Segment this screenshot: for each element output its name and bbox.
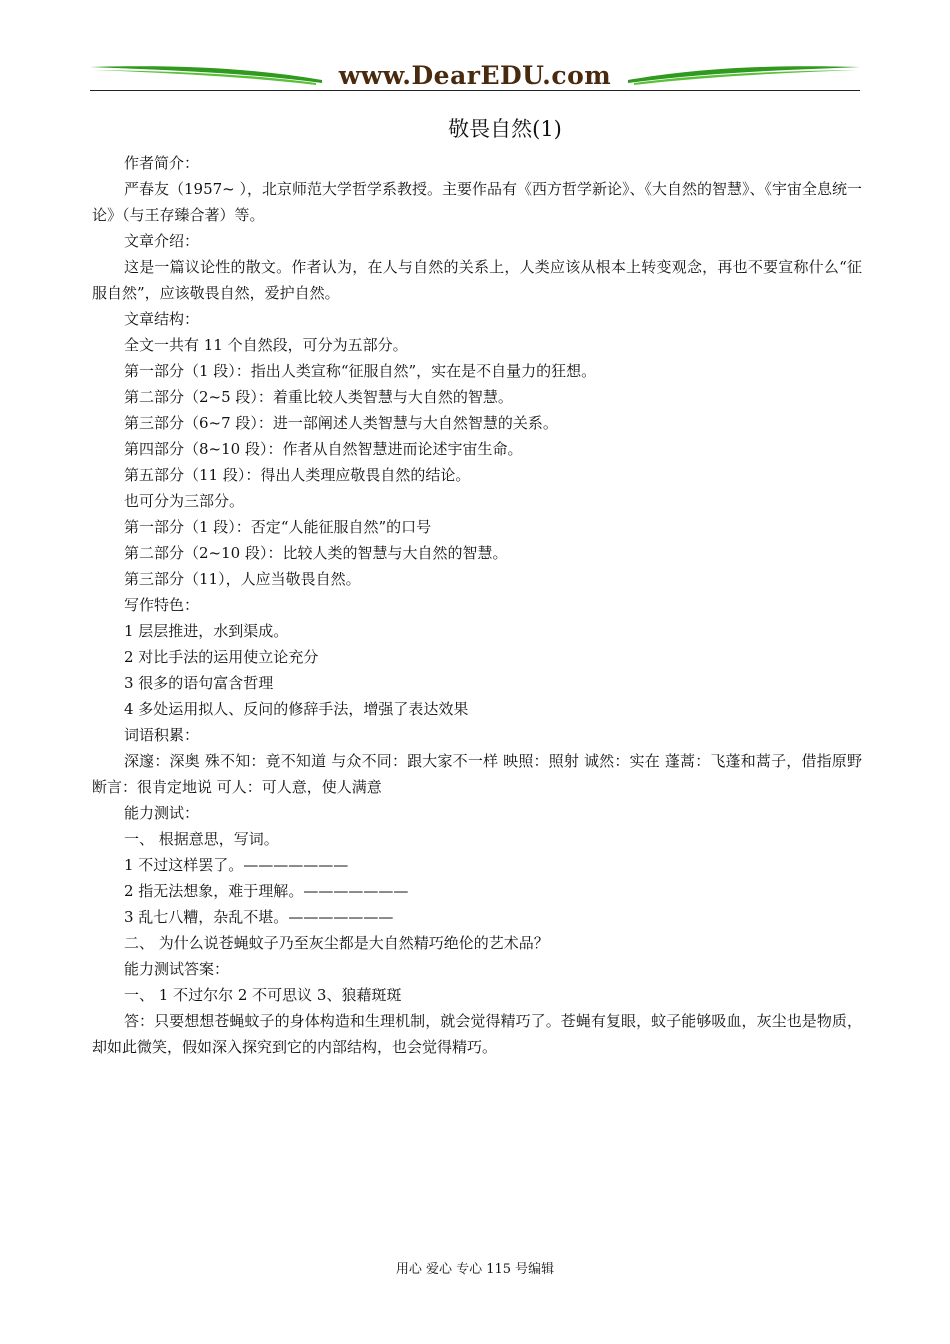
paragraph: 文章介绍： [124,232,200,250]
paragraph: 第三部分（6~7 段）：进一部阐述人类智慧与大自然智慧的关系。 [124,414,558,432]
document-body [92,150,862,1060]
paragraph: 写作特色： [124,596,200,614]
paragraph: 第五部分（11 段）：得出人类理应敬畏自然的结论。 [124,466,471,484]
paragraph: 词语积累： [124,726,200,744]
logo-text: www.DearEDU.com [338,61,612,90]
paragraph: 文章结构： [124,310,200,328]
paragraph: 能力测试答案： [124,960,230,978]
paragraph: 1 不过这样罢了。——————— [124,856,349,874]
paragraph: 严春友（1957~ ），北京师范大学哲学系教授。主要作品有《西方哲学新论》、《大自然的智慧》、《宇宙全息统一论》（与王存臻合著）等。 [92,180,863,224]
page-footer: 用心 爱心 专心 115 号编辑 [395,1262,555,1277]
paragraph: 第二部分（2~10 段）：比较人类的智慧与大自然的智慧。 [124,544,508,562]
paragraph: 第一部分（1 段）：否定“人能征服自然”的口号 [124,518,432,536]
paragraph: 4 多处运用拟人、反问的修辞手法，增强了表达效果 [124,700,469,718]
paragraph: 答：只要想想苍蝇蚊子的身体构造和生理机制，就会觉得精巧了。苍蝇有复眼，蚊子能够吸血，灰尘也是物质，却如此微笑，假如深入探究到它的内部结构，也会觉得精巧。 [92,1012,862,1056]
paragraph: 作者简介： [124,154,200,172]
paragraph: 能力测试： [124,804,200,822]
paragraph: 2 指无法想象，难于理解。——————— [124,882,409,900]
paragraph: 3 乱七八糟，杂乱不堪。——————— [124,908,394,926]
paragraph: 3 很多的语句富含哲理 [124,674,274,692]
paragraph: 1 层层推进，水到渠成。 [124,622,289,640]
page-title: 敬畏自然(1) [448,117,562,141]
paragraph: 二、 为什么说苍蝇蚊子乃至灰尘都是大自然精巧绝伦的艺术品？ [124,934,549,952]
paragraph: 第一部分（1 段）：指出人类宣称“征服自然”，实在是不自量力的狂想。 [124,362,597,380]
paragraph: 全文一共有 11 个自然段，可分为五部分。 [124,336,408,354]
paragraph: 一、 1 不过尔尔 2 不可思议 3、狼藉斑斑 [124,986,402,1004]
paragraph: 第四部分（8~10 段）：作者从自然智慧进而论述宇宙生命。 [124,440,523,458]
paragraph: 第二部分（2~5 段）：着重比较人类智慧与大自然的智慧。 [124,388,513,406]
site-header-logo [90,58,860,94]
paragraph: 第三部分（11），人应当敬畏自然。 [124,570,361,588]
paragraph: 一、 根据意思，写词。 [124,830,279,848]
paragraph: 这是一篇议论性的散文。作者认为，在人与自然的关系上，人类应该从根本上转变观念，再也不要宣称什么“征服自然”，应该敬畏自然，爱护自然。 [92,258,862,302]
paragraph: 也可分为三部分。 [124,492,245,510]
paragraph: 2 对比手法的运用使立论充分 [124,648,319,666]
paragraph: 深邃：深奥 殊不知：竟不知道 与众不同：跟大家不一样 映照：照射 诚然：实在 蓬蒿：飞蓬和蒿子，借指原野 断言：很肯定地说 可人：可人意，使人满意 [92,752,862,796]
header-divider [90,90,860,91]
